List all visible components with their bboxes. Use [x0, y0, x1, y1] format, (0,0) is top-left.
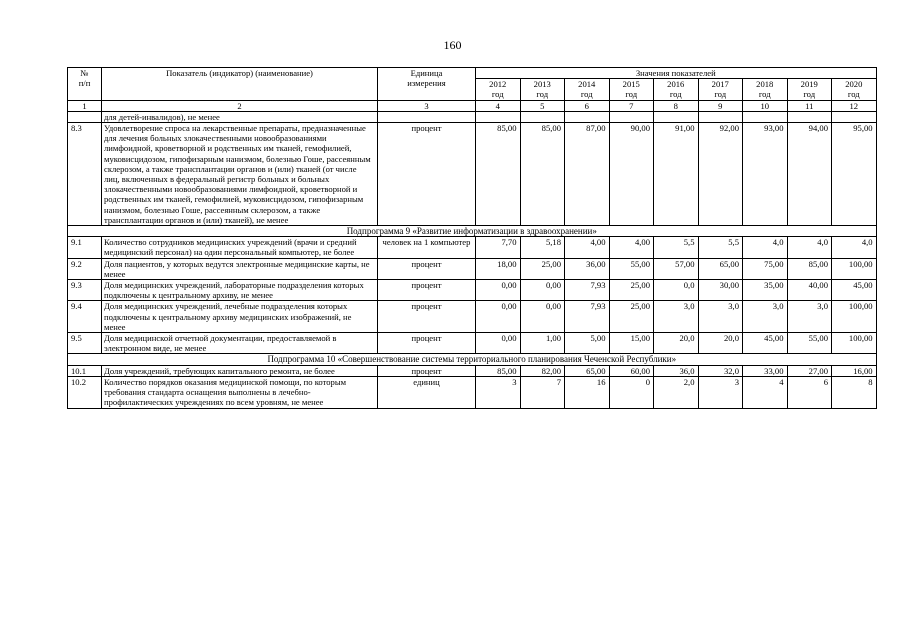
unit-cell: процент [378, 301, 476, 333]
value-cell: 20,0 [698, 333, 743, 354]
value-cell: 27,00 [787, 365, 832, 376]
value-cell: 90,00 [609, 123, 654, 226]
value-cell: 0 [609, 376, 654, 408]
section-title-9: Подпрограмма 9 «Развитие информатизации в здравоохранении» [68, 226, 877, 237]
indicator-name: Количество сотрудников медицинских учреждений (врачи и средний медицинский персонал) на один персональный компьютер, не более [102, 237, 378, 258]
row-number: 8.3 [68, 123, 102, 226]
value-cell: 65,00 [698, 258, 743, 279]
value-cell: 7,93 [565, 301, 610, 333]
unit-cell: единиц [378, 376, 476, 408]
indicator-name: Удовлетворение спроса на лекарственные препараты, предназначенные для лечения больных злокачественными новообразованиями лимфоидной, кроветворной и родственных им тканей, гемофилией, муковисцидозом, гипофизарным нанизмом, болезнью Гоше, рассеянным склерозом, а также трансплантации органов и (или) тканей (от числе лиц, включенных в федеральный регистр больных и больных злокачественными новообразованиями лимфоидной, кроветворной и родственных им тканей, гемофилией, муковисцидозом, гипофизарным нанизмом, болезнью Гоше, рассеянным склерозом, а также трансплантации органов и (или) тканей), не менее [102, 123, 378, 226]
row-number: 9.4 [68, 301, 102, 333]
value-cell: 0,00 [476, 301, 521, 333]
row-number: 9.3 [68, 280, 102, 301]
value-cell: 100,00 [832, 333, 877, 354]
table-row [68, 376, 877, 408]
value-cell: 87,00 [565, 123, 610, 226]
value-cell: 85,00 [520, 123, 565, 226]
value-cell: 60,00 [609, 365, 654, 376]
row-number: 10.1 [68, 365, 102, 376]
value-cell: 33,00 [743, 365, 788, 376]
header-indicator: Показатель (индикатор) (наименование) [102, 68, 378, 101]
value-cell: 7,70 [476, 237, 521, 258]
row-number: 9.1 [68, 237, 102, 258]
column-number: 7 [609, 100, 654, 111]
value-cell: 20,0 [654, 333, 699, 354]
section-row-10 [68, 354, 877, 365]
header-year: 2013 год [520, 79, 565, 100]
value-cell: 7,93 [565, 280, 610, 301]
value-cell: 4,0 [787, 237, 832, 258]
value-cell: 94,00 [787, 123, 832, 226]
unit-cell: процент [378, 365, 476, 376]
page-number: 160 [443, 38, 462, 52]
column-number: 4 [476, 100, 521, 111]
value-cell: 91,00 [654, 123, 699, 226]
indicator-name: Доля пациентов, у которых ведутся электронные медицинские карты, не менее [102, 258, 378, 279]
value-cell: 0,0 [654, 280, 699, 301]
value-cell: 5,5 [654, 237, 699, 258]
value-cell: 0,00 [520, 301, 565, 333]
value-cell: 30,00 [698, 280, 743, 301]
value-cell: 35,00 [743, 280, 788, 301]
value-cell: 15,00 [609, 333, 654, 354]
value-cell: 100,00 [832, 258, 877, 279]
value-cell: 55,00 [609, 258, 654, 279]
table-row [68, 258, 877, 279]
value-cell: 16,00 [832, 365, 877, 376]
value-cell: 8 [832, 376, 877, 408]
header-year: 2016 год [654, 79, 699, 100]
value-cell: 0,00 [476, 280, 521, 301]
value-cell: 55,00 [787, 333, 832, 354]
value-cell: 75,00 [743, 258, 788, 279]
value-cell: 0,00 [520, 280, 565, 301]
continuation-row [68, 111, 877, 122]
column-number: 6 [565, 100, 610, 111]
table-row [68, 365, 877, 376]
value-cell: 1,00 [520, 333, 565, 354]
value-cell: 93,00 [743, 123, 788, 226]
column-numbers-row [68, 100, 877, 111]
value-cell: 4,0 [743, 237, 788, 258]
header-year: 2014 год [565, 79, 610, 100]
value-cell: 4,00 [609, 237, 654, 258]
header-year: 2020 год [832, 79, 877, 100]
value-cell: 18,00 [476, 258, 521, 279]
value-cell: 25,00 [609, 301, 654, 333]
value-cell: 85,00 [476, 365, 521, 376]
header-year: 2015 год [609, 79, 654, 100]
value-cell: 5,5 [698, 237, 743, 258]
value-cell: 0,00 [476, 333, 521, 354]
value-cell: 100,00 [832, 301, 877, 333]
value-cell: 2,0 [654, 376, 699, 408]
value-cell: 3,0 [743, 301, 788, 333]
value-cell: 3,0 [787, 301, 832, 333]
value-cell: 25,00 [609, 280, 654, 301]
value-cell: 3,0 [698, 301, 743, 333]
indicator-name: Доля медицинских учреждений, лечебные подразделения которых подключены к центральному архиву медицинских изображений, не менее [102, 301, 378, 333]
column-number: 2 [102, 100, 378, 111]
row-number: 10.2 [68, 376, 102, 408]
column-number: 8 [654, 100, 699, 111]
value-cell: 85,00 [476, 123, 521, 226]
unit-cell: процент [378, 280, 476, 301]
value-cell: 36,0 [654, 365, 699, 376]
continuation-num [68, 111, 102, 122]
indicators-table [67, 67, 877, 409]
value-cell: 32,0 [698, 365, 743, 376]
column-number: 10 [743, 100, 788, 111]
value-cell: 92,00 [698, 123, 743, 226]
value-cell: 3 [698, 376, 743, 408]
header-year: 2018 год [743, 79, 788, 100]
unit-cell: процент [378, 258, 476, 279]
column-number: 1 [68, 100, 102, 111]
table-row [68, 333, 877, 354]
column-number: 11 [787, 100, 832, 111]
value-cell: 4,00 [565, 237, 610, 258]
header-year: 2017 год [698, 79, 743, 100]
value-cell: 4 [743, 376, 788, 408]
header-year: 2019 год [787, 79, 832, 100]
value-cell: 3,0 [654, 301, 699, 333]
header-unit: Единица измерения [378, 68, 476, 101]
table-row [68, 280, 877, 301]
value-cell: 5,00 [565, 333, 610, 354]
column-number: 3 [378, 100, 476, 111]
header-row-1 [68, 68, 877, 79]
value-cell: 6 [787, 376, 832, 408]
header-values: Значения показателей [476, 68, 877, 79]
header-year: 2012 год [476, 79, 521, 100]
table-row [68, 301, 877, 333]
section-row-9 [68, 226, 877, 237]
unit-cell: процент [378, 333, 476, 354]
unit-cell: человек на 1 компьютер [378, 237, 476, 258]
value-cell: 5,18 [520, 237, 565, 258]
column-number: 12 [832, 100, 877, 111]
indicator-name: Количество порядков оказания медицинской помощи, по которым требования стандарта оснащения выполнены в лечебно-профилактических учреждениях по всем уровням, не менее [102, 376, 378, 408]
value-cell: 25,00 [520, 258, 565, 279]
value-cell: 36,00 [565, 258, 610, 279]
table-row [68, 123, 877, 226]
value-cell: 4,0 [832, 237, 877, 258]
header-num: № п/п [68, 68, 102, 101]
indicator-name: Доля медицинских учреждений, лабораторные подразделения которых подключены к центральному архиву, не менее [102, 280, 378, 301]
value-cell: 3 [476, 376, 521, 408]
value-cell: 16 [565, 376, 610, 408]
value-cell: 85,00 [787, 258, 832, 279]
value-cell: 65,00 [565, 365, 610, 376]
value-cell: 95,00 [832, 123, 877, 226]
value-cell: 45,00 [832, 280, 877, 301]
value-cell: 7 [520, 376, 565, 408]
table-row [68, 237, 877, 258]
section-title-10: Подпрограмма 10 «Совершенствование системы территориального планирования Чеченской Республики» [68, 354, 877, 365]
value-cell: 40,00 [787, 280, 832, 301]
value-cell: 57,00 [654, 258, 699, 279]
column-number: 9 [698, 100, 743, 111]
indicator-name: Доля медицинской отчетной документации, предоставляемой в электронном виде, не менее [102, 333, 378, 354]
row-number: 9.2 [68, 258, 102, 279]
value-cell: 82,00 [520, 365, 565, 376]
unit-cell: процент [378, 123, 476, 226]
column-number: 5 [520, 100, 565, 111]
continuation-text: для детей-инвалидов), не менее [102, 111, 378, 122]
value-cell: 45,00 [743, 333, 788, 354]
row-number: 9.5 [68, 333, 102, 354]
indicator-name: Доля учреждений, требующих капитального ремонта, не более [102, 365, 378, 376]
